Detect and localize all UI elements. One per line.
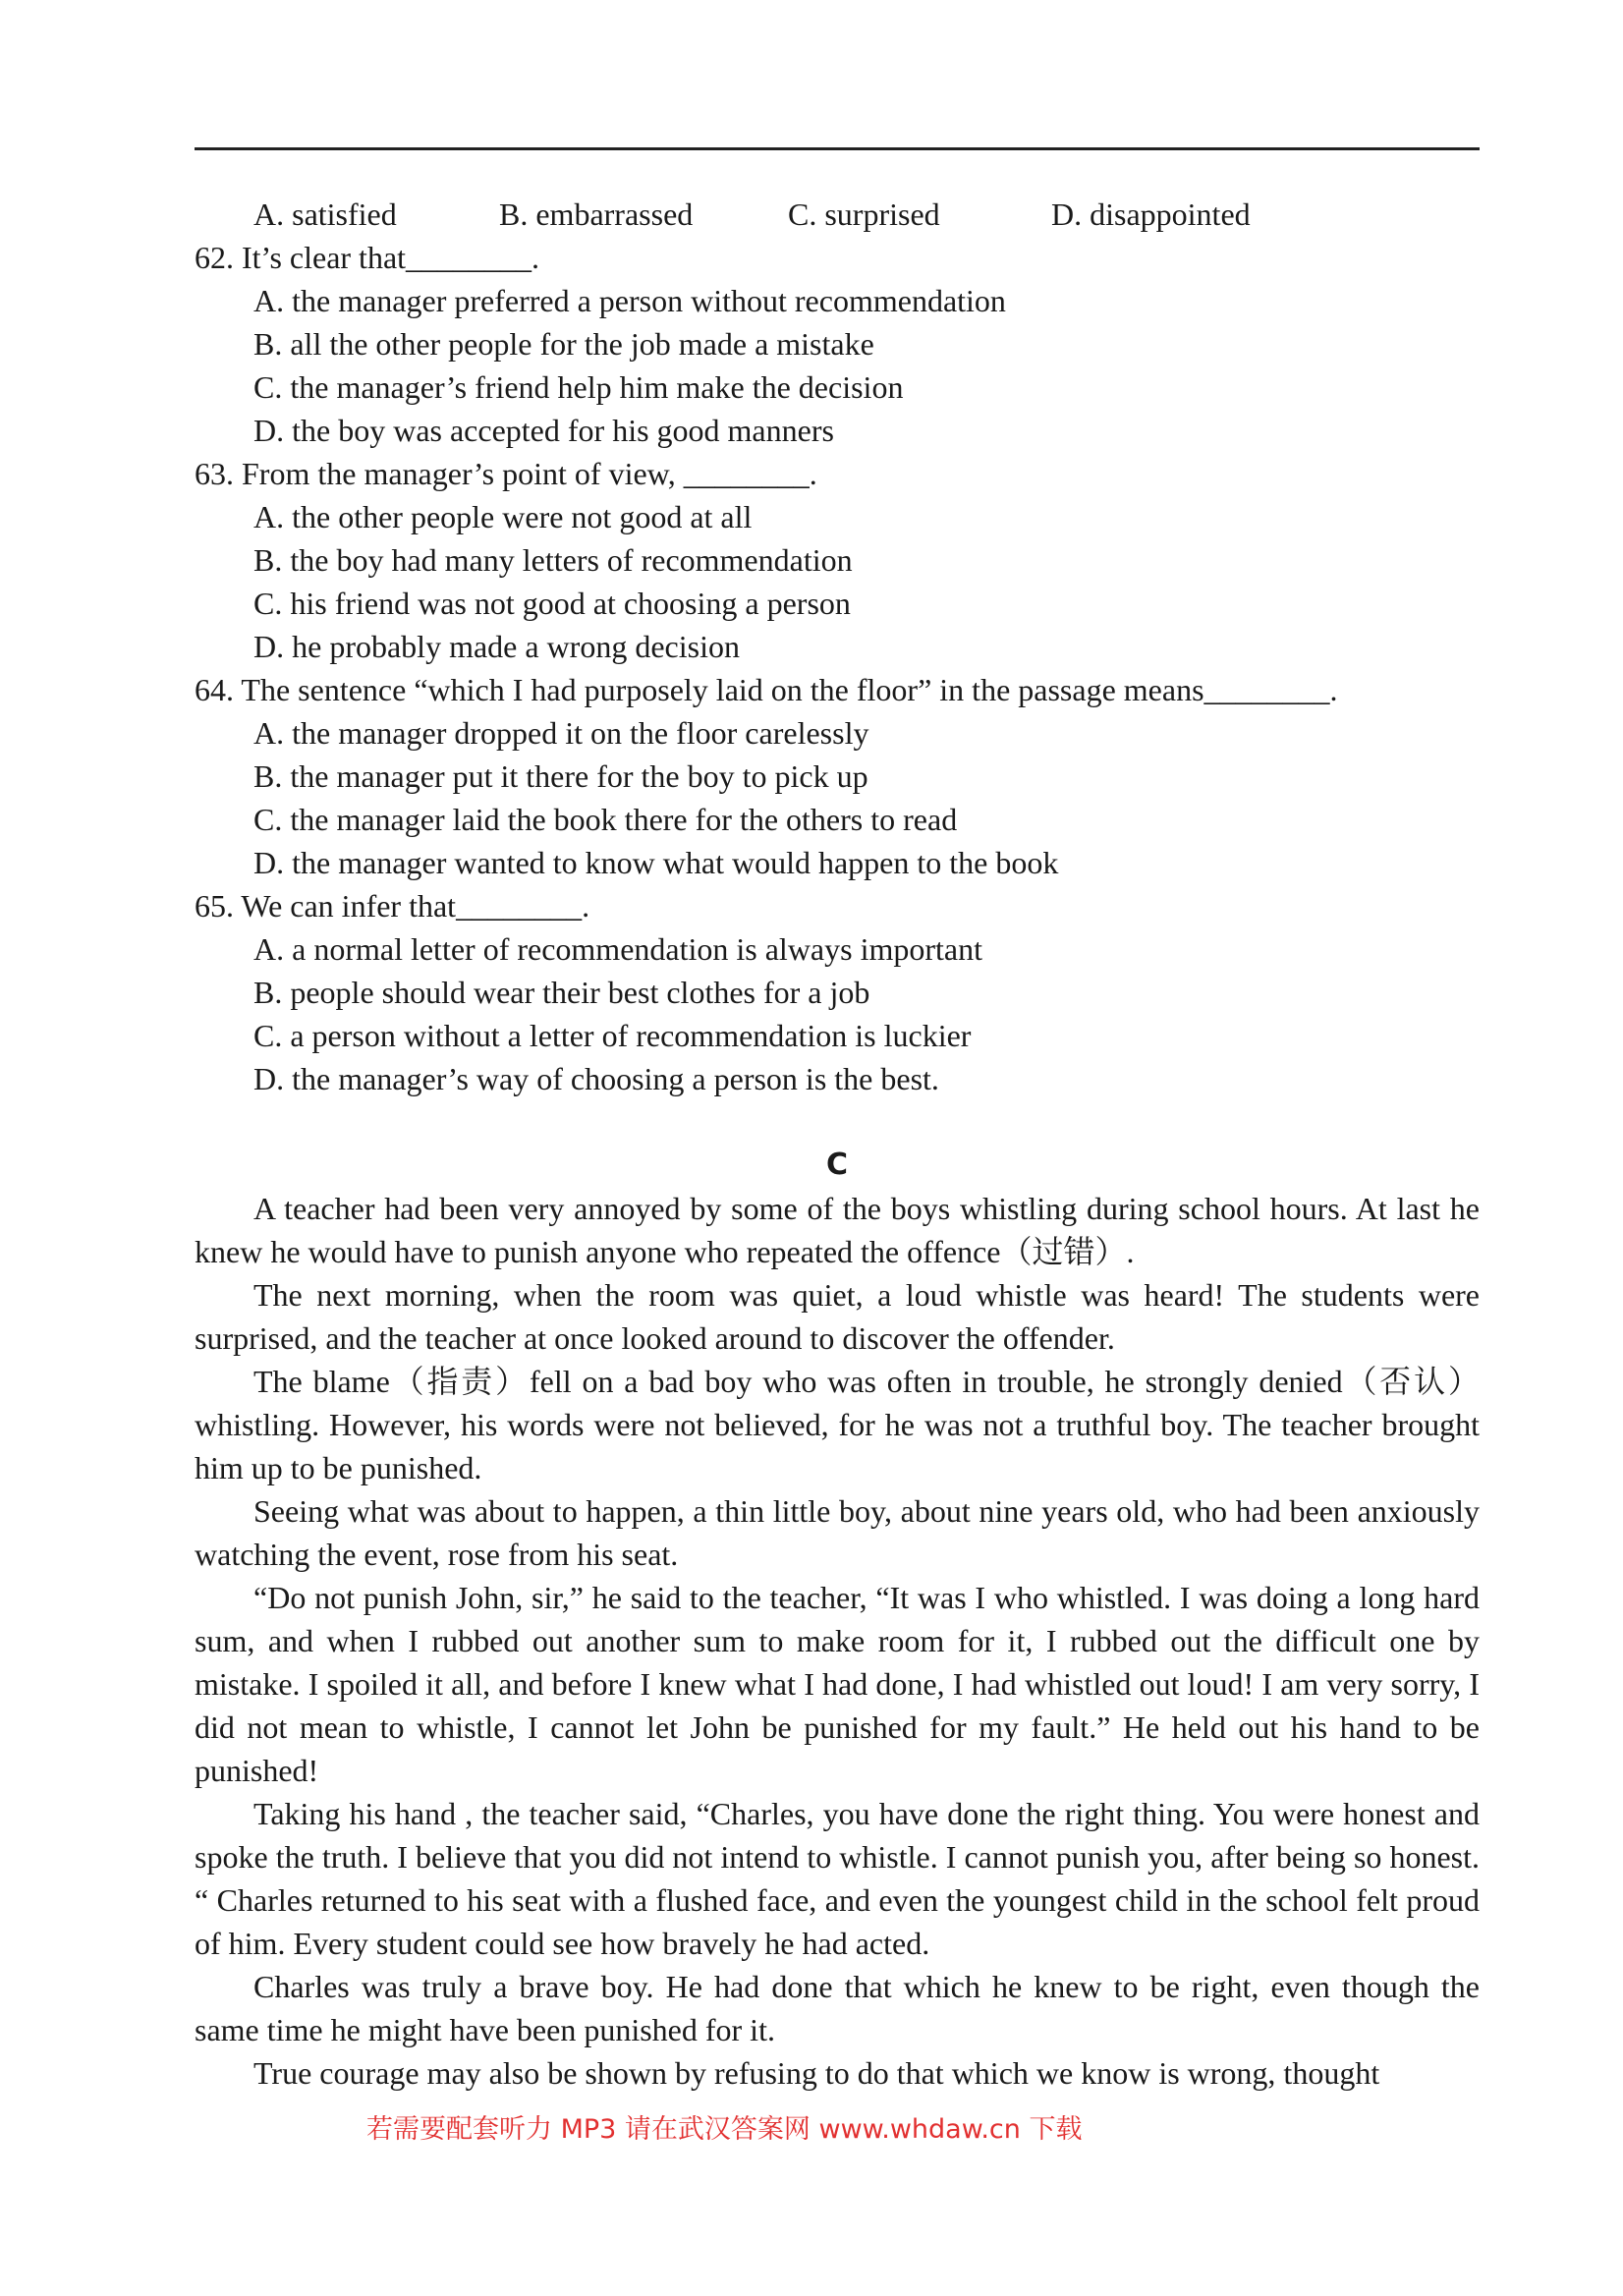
- option-b: B. all the other people for the job made a mistake: [253, 326, 874, 362]
- paragraph: Taking his hand , the teacher said, “Charles, you have done the right thing. You were honest and spoke the truth. I believe that you did not intend to whistle. I cannot punish you, after being so honest. “ Charles returned to his seat with a flushed face, and even the youngest child in the school felt proud of him. Every student could see how bravely he had acted.: [195, 1796, 1480, 1961]
- option-d: D. the manager wanted to know what would happen to the book: [253, 845, 1059, 880]
- paragraph: The blame（指责）fell on a bad boy who was often in trouble, he strongly denied（否认）whistling. However, his words were not believed, for he was not a truthful boy. The teacher brought him up to be punished.: [195, 1364, 1480, 1485]
- option-c: C. the manager’s friend help him make the decision: [253, 369, 904, 405]
- paragraph: “Do not punish John, sir,” he said to the teacher, “It was I who whistled. I was doing a long hard sum, and when I rubbed out another sum to make room for it, I rubbed out the difficult one by mistake. I spoiled it all, and before I knew what I had done, I had whistled out loud! I am very sorry, I did not mean to whistle, I cannot let John be punished for my fault.” He held out his hand to be punished!: [195, 1580, 1480, 1788]
- option-b: B. the boy had many letters of recommendation: [253, 542, 853, 578]
- paragraph: Charles was truly a brave boy. He had done that which he knew to be right, even though the same time he might have been punished for it.: [195, 1969, 1480, 2047]
- q61-options: [195, 193, 1480, 236]
- option-d: D. he probably made a wrong decision: [253, 629, 740, 664]
- question-stem: 64. The sentence “which I had purposely laid on the floor” in the passage means________.: [195, 672, 1338, 707]
- option-b: B. the manager put it there for the boy to pick up: [253, 758, 868, 794]
- question-stem: 63. From the manager’s point of view, ________.: [195, 456, 817, 491]
- question-stem: 62. It’s clear that________.: [195, 240, 540, 275]
- option-a: A. the manager preferred a person without recommendation: [253, 283, 1006, 318]
- paragraph: A teacher had been very annoyed by some of the boys whistling during school hours. At last he knew he would have to punish anyone who repeated the offence（过错）.: [195, 1191, 1480, 1269]
- paragraph: Seeing what was about to happen, a thin little boy, about nine years old, who had been anxiously watching the event, rose from his seat.: [195, 1493, 1480, 1572]
- question-stem: 65. We can infer that________.: [195, 888, 590, 924]
- option-a: A. a normal letter of recommendation is always important: [253, 931, 982, 967]
- page-content: [195, 193, 1480, 2095]
- option-c: C. a person without a letter of recommendation is luckier: [253, 1018, 972, 1053]
- passage-body: [195, 1187, 1480, 2095]
- question-64: [195, 668, 1480, 884]
- option-b: B. embarrassed: [499, 196, 694, 232]
- option-a: A. satisfied: [253, 196, 397, 232]
- question-62: [195, 236, 1480, 452]
- footer-notice: 若需要配套听力 MP3 请在武汉答案网 www.whdaw.cn 下载: [366, 2114, 1083, 2145]
- question-63: [195, 452, 1480, 668]
- option-d: D. disappointed: [1051, 196, 1251, 232]
- option-d: D. the manager’s way of choosing a person is the best.: [253, 1061, 939, 1096]
- option-c: C. surprised: [788, 196, 940, 232]
- option-d: D. the boy was accepted for his good manners: [253, 413, 834, 448]
- paragraph: The next morning, when the room was quiet, a loud whistle was heard! The students were surprised, and the teacher at once looked around to discover the offender.: [195, 1277, 1480, 1356]
- option-c: C. the manager laid the book there for the others to read: [253, 802, 958, 837]
- option-a: A. the manager dropped it on the floor carelessly: [253, 715, 869, 751]
- paragraph: True courage may also be shown by refusing to do that which we know is wrong, thought: [253, 2055, 1380, 2091]
- passage-title: C: [825, 1148, 849, 1182]
- option-b: B. people should wear their best clothes for a job: [253, 975, 870, 1010]
- question-65: [195, 884, 1480, 1100]
- header-rule: [195, 147, 1480, 150]
- option-a: A. the other people were not good at all: [253, 499, 753, 534]
- option-c: C. his friend was not good at choosing a person: [253, 586, 851, 621]
